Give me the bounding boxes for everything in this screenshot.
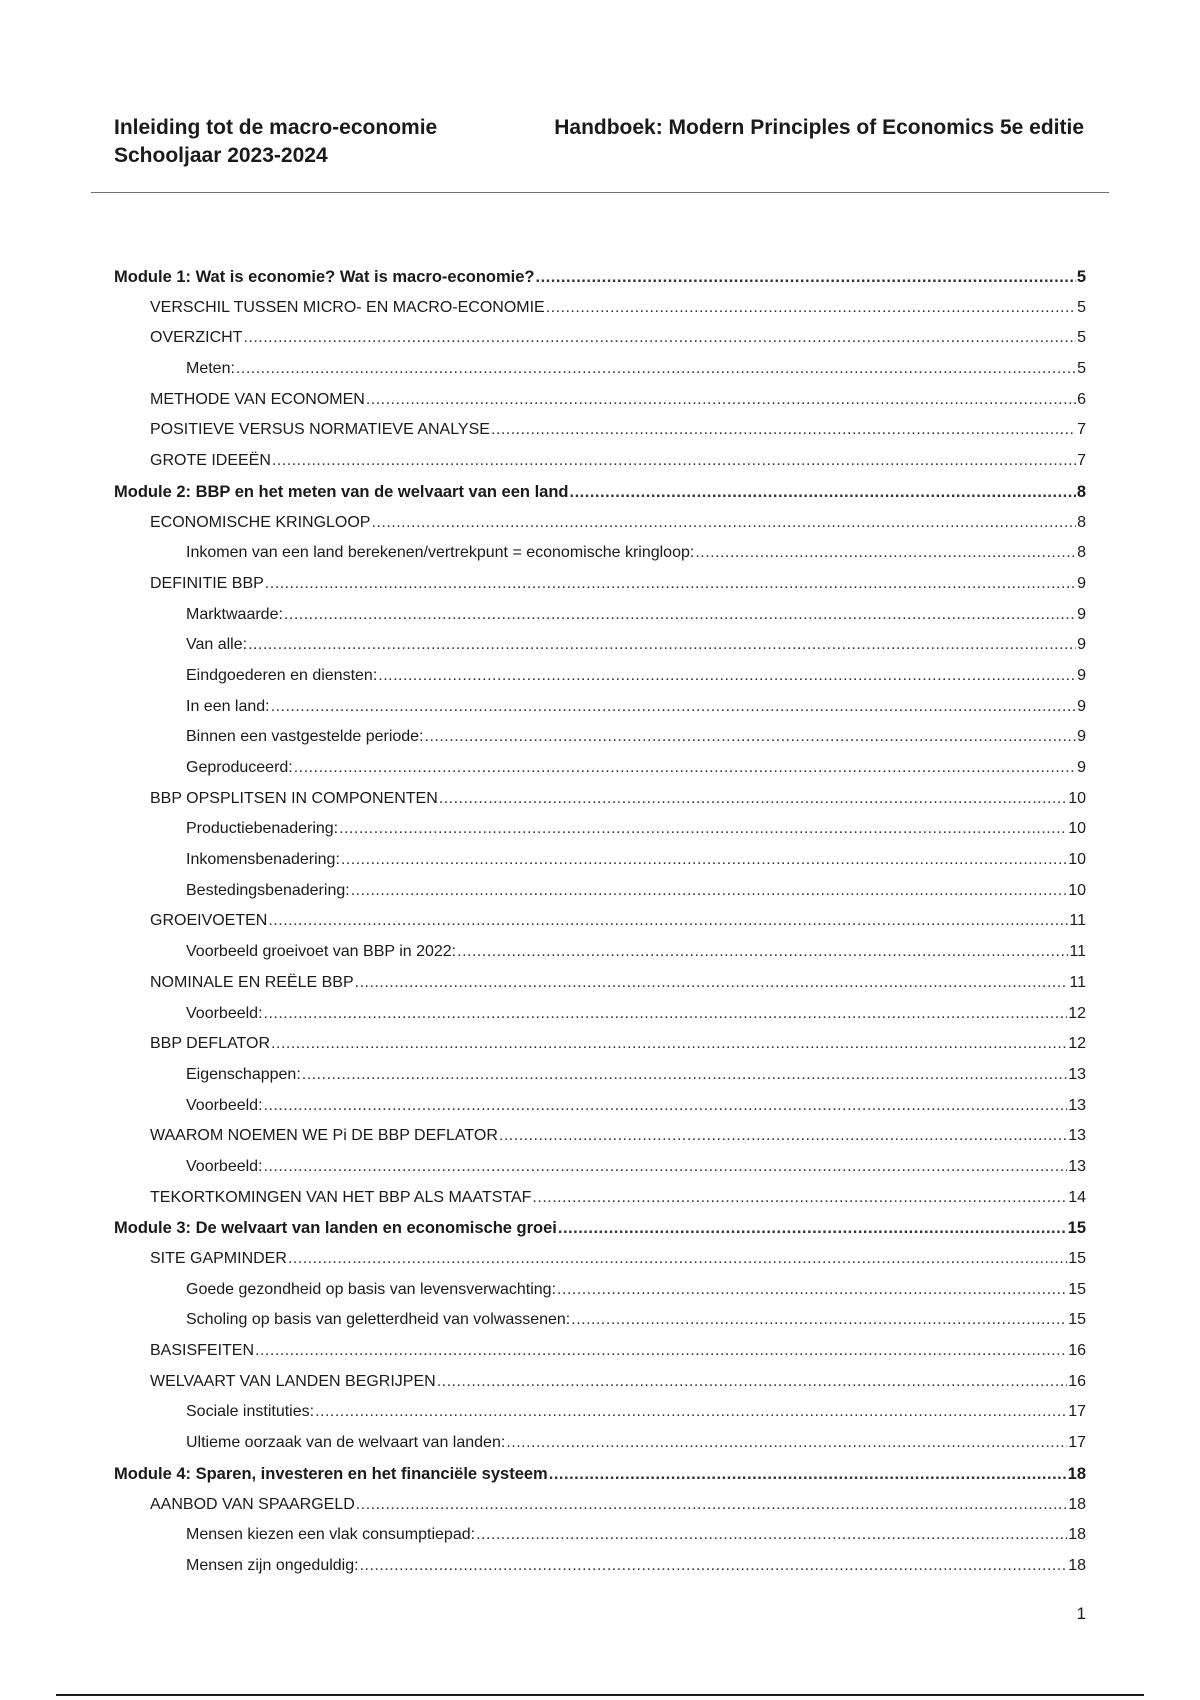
toc-dot-leader xyxy=(356,1490,1067,1521)
toc-entry-title: Binnen een vastgestelde periode: xyxy=(186,728,424,746)
toc-entry-page: 9 xyxy=(1077,697,1086,715)
toc-entry[interactable] xyxy=(114,323,1086,354)
toc-entry-page: 18 xyxy=(1068,1526,1086,1544)
toc-entry[interactable] xyxy=(114,354,1086,385)
toc-entry-title: DEFINITIE BBP xyxy=(150,574,264,592)
toc-entry-title: Meten: xyxy=(186,360,235,378)
toc-entry[interactable] xyxy=(114,722,1086,753)
toc-entry-title: Bestedingsbenadering: xyxy=(186,881,350,899)
toc-entry-title: BASISFEITEN xyxy=(150,1342,255,1360)
toc-entry-page: 15 xyxy=(1068,1250,1086,1267)
toc-entry-title: Module 2: BBP en het meten van de welvaart van een land xyxy=(114,482,569,501)
toc-dot-leader xyxy=(506,1428,1067,1459)
toc-dot-leader xyxy=(532,1183,1067,1214)
toc-entry[interactable] xyxy=(114,508,1086,539)
toc-entry-page: 13 xyxy=(1068,1127,1086,1145)
header-left-block xyxy=(114,114,437,170)
toc-entry[interactable] xyxy=(114,1551,1086,1582)
toc-dot-leader xyxy=(425,722,1077,753)
toc-entry-page: 7 xyxy=(1077,421,1086,439)
toc-dot-leader xyxy=(243,323,1076,354)
toc-entry[interactable] xyxy=(114,385,1086,416)
toc-entry[interactable] xyxy=(114,692,1086,723)
toc-dot-leader xyxy=(288,1244,1067,1275)
toc-entry-title: POSITIEVE VERSUS NORMATIEVE ANALYSE xyxy=(150,421,490,439)
toc-entry-title: Geproduceerd: xyxy=(186,759,293,776)
toc-entry-title: Voorbeeld: xyxy=(186,1157,263,1175)
toc-entry-page: 5 xyxy=(1077,298,1086,316)
toc-entry-page: 16 xyxy=(1068,1372,1086,1390)
toc-dot-leader xyxy=(265,569,1076,600)
toc-entry[interactable] xyxy=(114,1428,1086,1459)
toc-entry-page: 18 xyxy=(1068,1495,1086,1513)
toc-entry[interactable] xyxy=(114,814,1086,845)
toc-entry-title: Mensen zijn ongeduldig: xyxy=(186,1556,359,1574)
toc-entry[interactable] xyxy=(114,968,1086,999)
toc-entry-page: 13 xyxy=(1068,1157,1086,1175)
toc-entry[interactable] xyxy=(114,753,1086,784)
toc-dot-leader xyxy=(264,1152,1068,1183)
toc-entry-page: 15 xyxy=(1068,1311,1086,1329)
toc-entry[interactable] xyxy=(114,477,1086,508)
toc-entry-page: 14 xyxy=(1068,1188,1086,1206)
toc-entry[interactable] xyxy=(114,937,1086,968)
toc-entry-title: Marktwaarde: xyxy=(186,605,283,623)
toc-dot-leader xyxy=(360,1551,1068,1582)
toc-dot-leader xyxy=(558,1213,1067,1244)
toc-entry[interactable] xyxy=(114,538,1086,569)
toc-entry[interactable] xyxy=(114,1029,1086,1060)
toc-entry[interactable] xyxy=(114,1520,1086,1551)
toc-dot-leader xyxy=(499,1121,1067,1152)
toc-entry-page: 16 xyxy=(1068,1342,1086,1360)
toc-entry[interactable] xyxy=(114,1060,1086,1091)
page-header xyxy=(114,114,1084,174)
toc-entry-title: WAAROM NOEMEN WE Pi DE BBP DEFLATOR xyxy=(150,1127,498,1145)
toc-dot-leader xyxy=(695,538,1076,569)
toc-entry-page: 17 xyxy=(1068,1403,1086,1421)
toc-entry[interactable] xyxy=(114,1397,1086,1428)
table-of-contents xyxy=(114,262,1086,1582)
toc-entry-title: Module 4: Sparen, investeren en het financiële systeem xyxy=(114,1464,548,1483)
toc-dot-leader xyxy=(272,446,1076,477)
toc-dot-leader xyxy=(351,876,1068,907)
toc-entry-page: 9 xyxy=(1077,666,1086,684)
toc-entry-title: Module 1: Wat is economie? Wat is macro-economie? xyxy=(114,268,535,286)
page-number: 1 xyxy=(1076,1604,1086,1623)
toc-dot-leader xyxy=(268,906,1068,937)
toc-entry-title: Productiebenadering: xyxy=(186,820,339,838)
toc-dot-leader xyxy=(236,354,1076,385)
toc-dot-leader xyxy=(546,293,1076,324)
toc-entry-title: Eigenschappen: xyxy=(186,1065,301,1083)
toc-entry-title: OVERZICHT xyxy=(150,329,243,347)
toc-entry[interactable] xyxy=(114,1336,1086,1367)
toc-entry[interactable] xyxy=(114,1367,1086,1398)
toc-entry[interactable] xyxy=(114,630,1086,661)
toc-dot-leader xyxy=(341,845,1067,876)
toc-dot-leader xyxy=(557,1275,1067,1306)
toc-entry-page: 13 xyxy=(1068,1065,1086,1083)
toc-dot-leader xyxy=(264,999,1068,1030)
toc-entry-page: 10 xyxy=(1068,851,1086,869)
toc-dot-leader xyxy=(315,1397,1067,1428)
toc-dot-leader xyxy=(536,262,1076,293)
toc-entry-title: GROTE IDEEËN xyxy=(150,452,271,470)
toc-entry-page: 5 xyxy=(1076,268,1086,286)
toc-entry-title: Scholing op basis van geletterdheid van volwassenen: xyxy=(186,1311,571,1329)
toc-entry-title: Ultieme oorzaak van de welvaart van landen: xyxy=(186,1434,506,1452)
toc-entry[interactable] xyxy=(114,262,1086,293)
toc-dot-leader xyxy=(355,968,1069,999)
toc-entry-title: Inkomen van een land berekenen/vertrekpunt = economische kringloop: xyxy=(186,544,695,562)
toc-entry-title: WELVAART VAN LANDEN BEGRIJPEN xyxy=(150,1372,436,1390)
toc-entry[interactable] xyxy=(114,415,1086,446)
handbook-title: Handboek: Modern Principles of Economics 5e editie xyxy=(554,116,1084,139)
toc-entry-title: Voorbeeld groeivoet van BBP in 2022: xyxy=(186,943,457,961)
toc-entry-title: BBP DEFLATOR xyxy=(150,1035,271,1053)
toc-entry-page: 10 xyxy=(1068,789,1086,807)
toc-entry[interactable] xyxy=(114,999,1086,1030)
toc-entry-page: 7 xyxy=(1077,452,1086,470)
toc-entry-title: In een land: xyxy=(186,697,270,715)
toc-entry-page: 13 xyxy=(1068,1096,1086,1114)
toc-dot-leader xyxy=(248,630,1076,661)
toc-entry-page: 12 xyxy=(1068,1035,1086,1053)
toc-dot-leader xyxy=(476,1520,1067,1551)
toc-entry-page: 18 xyxy=(1067,1464,1086,1483)
toc-entry-title: NOMINALE EN REËLE BBP xyxy=(150,973,354,991)
toc-entry-page: 8 xyxy=(1077,544,1086,562)
toc-entry-page: 5 xyxy=(1077,329,1086,347)
toc-entry[interactable] xyxy=(114,1091,1086,1122)
toc-entry[interactable] xyxy=(114,1490,1086,1521)
header-divider xyxy=(91,192,1109,193)
toc-entry-page: 10 xyxy=(1068,820,1086,838)
toc-entry-page: 15 xyxy=(1068,1280,1086,1298)
toc-entry-page: 6 xyxy=(1077,390,1086,408)
toc-dot-leader xyxy=(271,1029,1067,1060)
toc-entry-page: 18 xyxy=(1068,1556,1086,1574)
toc-entry-page: 11 xyxy=(1069,943,1086,961)
toc-entry-page: 8 xyxy=(1076,482,1086,501)
toc-entry-title: Eindgoederen en diensten: xyxy=(186,666,378,684)
toc-entry-title: ECONOMISCHE KRINGLOOP xyxy=(150,513,371,531)
toc-dot-leader xyxy=(255,1336,1067,1367)
toc-dot-leader xyxy=(371,508,1076,539)
toc-entry-title: Mensen kiezen een vlak consumptiepad: xyxy=(186,1526,476,1544)
toc-entry-page: 11 xyxy=(1069,973,1086,991)
toc-entry[interactable] xyxy=(114,1152,1086,1183)
toc-entry-title: Van alle: xyxy=(186,636,248,654)
toc-entry-page: 9 xyxy=(1077,574,1086,592)
toc-entry-title: Inkomensbenadering: xyxy=(186,851,340,869)
toc-entry[interactable] xyxy=(114,906,1086,937)
toc-dot-leader xyxy=(437,1367,1068,1398)
toc-entry-title: METHODE VAN ECONOMEN xyxy=(150,390,365,408)
toc-entry-title: VERSCHIL TUSSEN MICRO- EN MACRO-ECONOMIE xyxy=(150,298,545,316)
toc-dot-leader xyxy=(491,415,1076,446)
toc-entry[interactable] xyxy=(114,845,1086,876)
toc-dot-leader xyxy=(570,477,1076,508)
toc-entry[interactable] xyxy=(114,661,1086,692)
toc-entry-title: SITE GAPMINDER xyxy=(150,1250,287,1267)
toc-dot-leader xyxy=(549,1459,1067,1490)
toc-entry-page: 8 xyxy=(1077,513,1086,531)
toc-entry[interactable] xyxy=(114,1305,1086,1336)
toc-entry[interactable] xyxy=(114,1183,1086,1214)
school-year: Schooljaar 2023-2024 xyxy=(114,144,328,167)
toc-entry-page: 9 xyxy=(1077,605,1086,623)
toc-dot-leader xyxy=(378,661,1076,692)
toc-entry-title: Voorbeeld: xyxy=(186,1096,263,1114)
toc-entry[interactable] xyxy=(114,876,1086,907)
toc-entry-page: 15 xyxy=(1067,1219,1086,1238)
toc-dot-leader xyxy=(457,937,1068,968)
toc-entry-page: 9 xyxy=(1077,759,1086,776)
toc-entry-title: BBP OPSPLITSEN IN COMPONENTEN xyxy=(150,789,438,807)
toc-entry[interactable] xyxy=(114,1244,1086,1275)
toc-entry-page: 5 xyxy=(1077,360,1086,378)
toc-entry[interactable] xyxy=(114,600,1086,631)
toc-dot-leader xyxy=(571,1305,1067,1336)
toc-dot-leader xyxy=(302,1060,1067,1091)
toc-dot-leader xyxy=(366,385,1076,416)
toc-entry[interactable] xyxy=(114,446,1086,477)
toc-entry-page: 17 xyxy=(1068,1434,1086,1452)
toc-entry-title: Voorbeeld: xyxy=(186,1004,263,1022)
toc-entry[interactable] xyxy=(114,1275,1086,1306)
toc-entry-page: 9 xyxy=(1077,728,1086,746)
toc-dot-leader xyxy=(271,692,1076,723)
toc-entry-title: Goede gezondheid op basis van levensverwachting: xyxy=(186,1280,557,1298)
toc-entry-page: 9 xyxy=(1077,636,1086,654)
toc-entry[interactable] xyxy=(114,1121,1086,1152)
toc-entry-title: Module 3: De welvaart van landen en economische groei xyxy=(114,1219,557,1238)
toc-entry-title: AANBOD VAN SPAARGELD xyxy=(150,1495,355,1513)
toc-entry-page: 11 xyxy=(1069,912,1086,930)
toc-dot-leader xyxy=(339,814,1067,845)
course-title: Inleiding tot de macro-economie xyxy=(114,116,438,139)
toc-entry[interactable] xyxy=(114,784,1086,815)
toc-entry-title: Sociale instituties: xyxy=(186,1403,315,1421)
toc-dot-leader xyxy=(294,753,1076,784)
toc-dot-leader xyxy=(284,600,1076,631)
toc-entry-title: TEKORTKOMINGEN VAN HET BBP ALS MAATSTAF xyxy=(150,1188,532,1206)
toc-dot-leader xyxy=(264,1091,1068,1122)
toc-entry[interactable] xyxy=(114,569,1086,600)
toc-entry-title: GROEIVOETEN xyxy=(150,912,268,930)
toc-entry[interactable] xyxy=(114,1459,1086,1490)
toc-entry-page: 10 xyxy=(1068,881,1086,899)
toc-entry[interactable] xyxy=(114,1213,1086,1244)
toc-dot-leader xyxy=(439,784,1067,815)
toc-entry-page: 12 xyxy=(1068,1004,1086,1022)
footer-divider xyxy=(56,1694,1144,1696)
toc-entry[interactable] xyxy=(114,293,1086,324)
